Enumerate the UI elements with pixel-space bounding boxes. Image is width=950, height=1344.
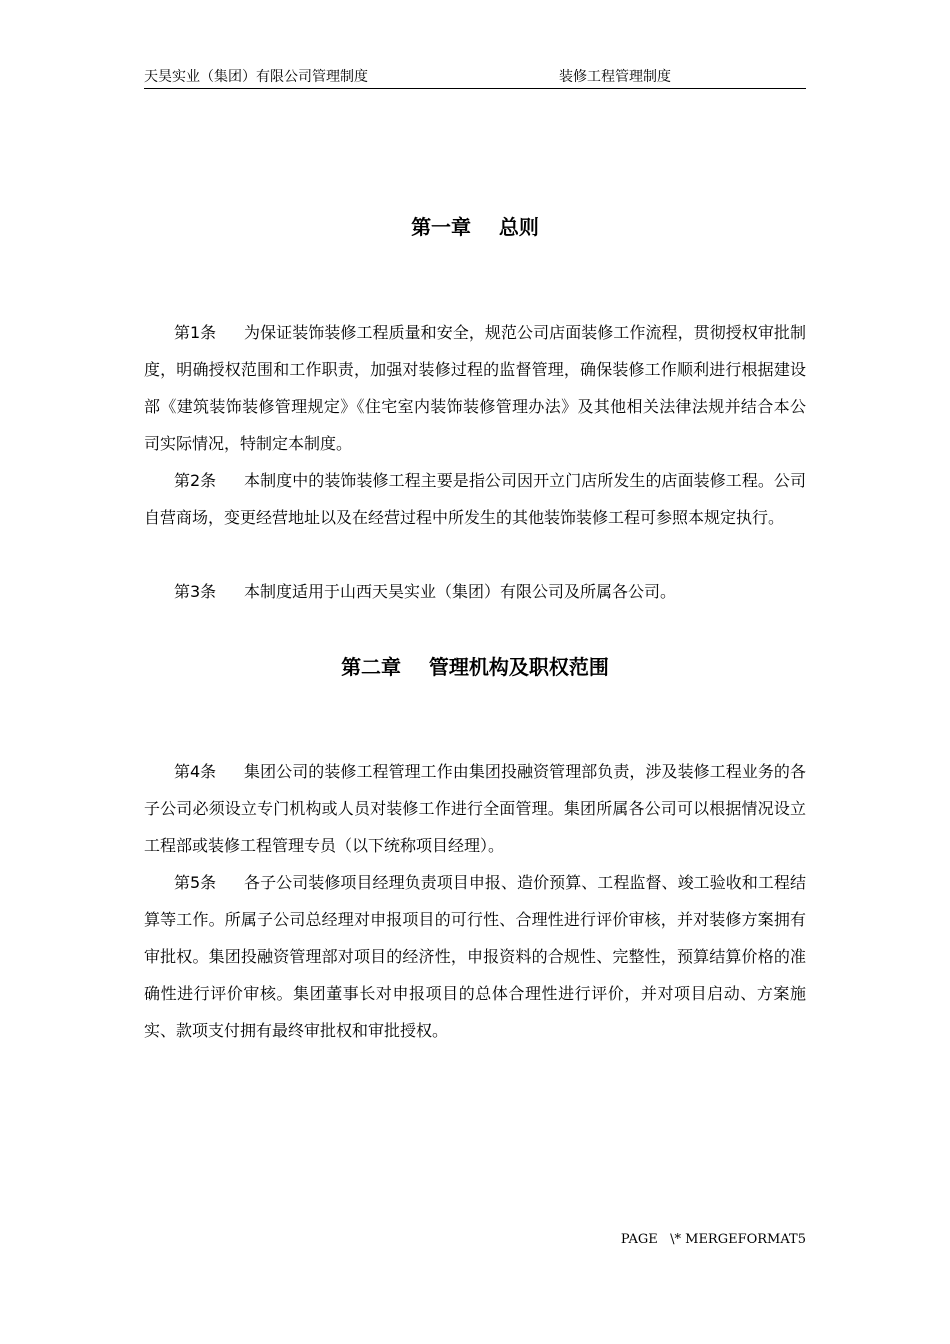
article-4-number: 第4条: [174, 762, 217, 781]
article-3-text: 本制度适用于山西天昊实业（集团）有限公司及所属各公司。: [244, 582, 677, 601]
article-5: [144, 864, 806, 1049]
article-4: [144, 753, 806, 864]
article-4-text: 集团公司的装修工程管理工作由集团投融资管理部负责，涉及装修工程业务的各子公司必须设立专门机构或人员对装修工作进行全面管理。集团所属各公司可以根据情况设立工程部或装修工程管理专员（以下统称项目经理）。: [144, 762, 806, 855]
chapter-1-title: 第一章 总则: [411, 215, 539, 239]
article-1: [144, 314, 806, 462]
article-2-text: 本制度中的装饰装修工程主要是指公司因开立门店所发生的店面装修工程。公司自营商场，变更经营地址以及在经营过程中所发生的其他装饰装修工程可参照本规定执行。: [144, 471, 806, 527]
article-2: [144, 462, 806, 536]
page-header: [144, 66, 806, 89]
header-company-title: 天昊实业（集团）有限公司管理制度: [144, 69, 368, 85]
article-3-number: 第3条: [174, 582, 217, 601]
article-1-text: 为保证装饰装修工程质量和安全，规范公司店面装修工作流程，贯彻授权审批制度，明确授权范围和工作职责，加强对装修过程的监督管理，确保装修工作顺利进行根据建设部《建筑装饰装修管理规定》《住宅室内装饰装修管理办法》及其他相关法律法规并结合本公司实际情况，特制定本制度。: [144, 323, 806, 453]
article-5-text: 各子公司装修项目经理负责项目申报、造价预算、工程监督、竣工验收和工程结算等工作。所属子公司总经理对申报项目的可行性、合理性进行评价审核，并对装修方案拥有审批权。集团投融资管理部对项目的经济性，申报资料的合规性、完整性，预算结算价格的准确性进行评价审核。集团董事长对申报项目的总体合理性进行评价，并对项目启动、方案施实、款项支付拥有最终审批权和审批授权。: [144, 873, 806, 1040]
article-2-number: 第2条: [174, 471, 217, 490]
article-3: [144, 573, 806, 610]
header-document-title: 装修工程管理制度: [559, 69, 671, 85]
chapter-2-title: 第二章 管理机构及职权范围: [341, 655, 609, 679]
page-footer-field: PAGE \* MERGEFORMAT5: [620, 1232, 806, 1247]
article-5-number: 第5条: [174, 873, 217, 892]
article-1-number: 第1条: [174, 323, 217, 342]
